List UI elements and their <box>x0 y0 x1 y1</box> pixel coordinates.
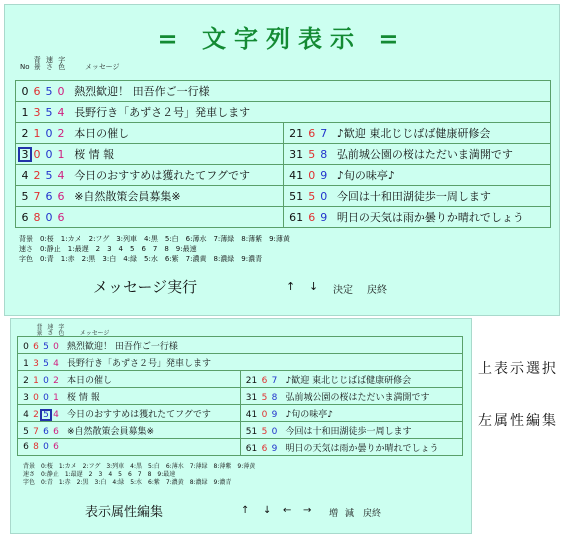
message-entry[interactable] <box>18 388 241 405</box>
speed-value[interactable]: 5 <box>45 85 53 98</box>
down-button[interactable]: ↓ <box>263 505 272 516</box>
message-entry[interactable] <box>240 371 463 388</box>
return-end-button[interactable]: 戻終 <box>367 285 387 296</box>
number[interactable]: 3 <box>19 148 31 161</box>
color-value[interactable]: 4 <box>53 409 59 420</box>
table-row[interactable] <box>18 371 463 388</box>
message-entry[interactable] <box>18 371 241 388</box>
number[interactable]: 41 <box>245 409 258 420</box>
message-entry[interactable] <box>18 405 241 422</box>
table-row[interactable] <box>16 102 551 123</box>
message-text: ※自然散策会員募集※ <box>74 190 181 203</box>
number[interactable]: 21 <box>245 375 258 386</box>
number[interactable]: 4 <box>21 169 29 182</box>
background-value[interactable]: 7 <box>33 190 41 203</box>
background-value[interactable]: 0 <box>261 409 268 420</box>
speed-value[interactable]: 9 <box>271 409 278 420</box>
left-button[interactable]: ← <box>283 505 292 516</box>
message-text: 本日の催し <box>74 127 130 140</box>
column-headers <box>20 57 120 71</box>
number[interactable]: 1 <box>21 106 29 119</box>
up-button[interactable]: ↑ <box>241 505 250 516</box>
top-display-select-label: 上表示選択 <box>478 361 558 377</box>
speed-value[interactable]: 5 <box>41 410 51 420</box>
background-value[interactable]: 1 <box>33 127 41 140</box>
background-value[interactable]: 6 <box>33 341 39 352</box>
table-row[interactable] <box>16 81 551 102</box>
background-value[interactable]: 6 <box>308 211 316 224</box>
number[interactable]: 1 <box>23 358 29 369</box>
message-text: 熱烈歓迎！ 田吾作ご一行様 <box>74 85 210 98</box>
background-value[interactable]: 5 <box>308 190 316 203</box>
edit-attributes-button[interactable]: 表示属性編集 <box>85 505 164 520</box>
message-entry[interactable] <box>16 123 284 144</box>
message-entry[interactable] <box>240 422 463 439</box>
background-value[interactable]: 0 <box>33 148 41 161</box>
message-text: ※自然散策会員募集※ <box>67 426 155 437</box>
message-display-panel <box>4 4 560 316</box>
background-value[interactable]: 2 <box>33 169 41 182</box>
message-entry[interactable] <box>283 144 551 165</box>
table-row[interactable] <box>18 337 463 354</box>
speed-value[interactable]: 5 <box>45 106 53 119</box>
number[interactable]: 5 <box>23 426 29 437</box>
message-entry[interactable] <box>18 439 241 456</box>
color-value[interactable]: 2 <box>53 375 59 386</box>
message-text: ♪旬の味亭♪ <box>336 169 395 182</box>
table-row[interactable] <box>18 422 463 439</box>
color-value[interactable]: 6 <box>53 442 59 452</box>
speed-value[interactable]: 5 <box>43 358 49 369</box>
legend-speed: 速さ 0:静止 1:最遅 2 3 4 5 6 7 8 9:最速 <box>23 471 176 478</box>
message-entry[interactable] <box>16 81 551 102</box>
message-entry[interactable] <box>18 422 241 439</box>
background-value[interactable]: 7 <box>33 426 39 437</box>
message-text: 桜 情 報 <box>67 392 100 403</box>
table-row[interactable] <box>16 165 551 186</box>
decrease-button[interactable]: 減 <box>345 509 355 519</box>
speed-value[interactable]: 8 <box>320 148 328 161</box>
table-row[interactable] <box>18 439 463 456</box>
number[interactable]: 51 <box>245 426 258 437</box>
col-msg: メッセージ <box>79 330 110 337</box>
background-value[interactable]: 5 <box>261 426 268 437</box>
message-entry[interactable] <box>283 123 551 144</box>
table-row[interactable] <box>16 144 551 165</box>
background-value[interactable]: 2 <box>33 409 39 420</box>
table-row[interactable] <box>16 123 551 144</box>
message-text: 長野行き「あずさ２号」発車します <box>74 106 251 119</box>
run-message-button[interactable]: メッセージ実行 <box>93 278 198 296</box>
message-text: 桜 情 報 <box>74 148 115 161</box>
number[interactable]: 3 <box>23 392 29 403</box>
background-value[interactable]: 3 <box>33 106 41 119</box>
col-bg: 背 景 <box>36 324 43 337</box>
color-value[interactable]: 4 <box>57 169 65 182</box>
table-row[interactable] <box>18 354 463 371</box>
number[interactable]: 21 <box>289 127 304 140</box>
background-value[interactable]: 5 <box>308 148 316 161</box>
message-entry[interactable] <box>18 354 463 371</box>
message-text: 長野行き「あずさ２号」発車します <box>67 358 212 369</box>
color-value[interactable]: 6 <box>57 190 65 203</box>
number[interactable]: 51 <box>289 190 304 203</box>
attribute-edit-panel <box>10 318 472 534</box>
number[interactable]: 0 <box>23 341 29 352</box>
confirm-button[interactable]: 決定 <box>333 285 353 296</box>
col-bg: 背 景 <box>33 56 41 71</box>
table-row[interactable] <box>16 186 551 207</box>
message-text: ♪歓迎 東北じじばば健康研修会 <box>336 127 491 140</box>
message-entry[interactable] <box>283 207 551 228</box>
col-no: No <box>20 63 30 71</box>
number[interactable]: 2 <box>23 375 29 386</box>
color-value[interactable]: 4 <box>53 358 59 369</box>
color-value[interactable]: 6 <box>53 426 59 437</box>
col-msg: メッセージ <box>84 63 120 71</box>
speed-value[interactable]: 7 <box>320 127 328 140</box>
down-button[interactable]: ↓ <box>309 280 319 293</box>
number[interactable]: 61 <box>245 443 258 454</box>
message-entry[interactable] <box>240 405 463 422</box>
number[interactable]: 4 <box>23 409 29 420</box>
speed-value[interactable]: 9 <box>271 443 278 454</box>
message-text: 今日のおすすめは獲れたてフグです <box>67 409 211 420</box>
background-value[interactable]: 6 <box>261 443 268 454</box>
message-text: 今回は十和田湖徒歩一周します <box>336 190 491 203</box>
color-value[interactable]: 6 <box>57 210 65 224</box>
up-button[interactable]: ↑ <box>286 280 296 293</box>
legend <box>23 463 255 487</box>
col-speed: 速 さ <box>47 324 54 337</box>
speed-value[interactable]: 6 <box>43 426 49 437</box>
number[interactable]: 6 <box>23 442 29 452</box>
message-text: 弘前城公園の桜はただいま満開です <box>285 392 430 403</box>
legend <box>19 234 290 264</box>
page-title: = 文字列表示 = <box>157 25 407 53</box>
color-value[interactable]: 2 <box>57 127 65 140</box>
message-entry[interactable] <box>16 102 551 123</box>
color-value[interactable]: 0 <box>53 341 59 352</box>
message-text: 熱烈歓迎！ 田吾作ご一行様 <box>67 341 178 352</box>
number[interactable]: 0 <box>21 85 29 98</box>
number[interactable]: 31 <box>289 148 304 161</box>
background-value[interactable]: 3 <box>33 358 39 369</box>
message-table <box>15 80 551 228</box>
table-row[interactable] <box>18 388 463 405</box>
background-value[interactable]: 0 <box>33 392 39 403</box>
speed-value[interactable]: 7 <box>271 375 278 386</box>
speed-value[interactable]: 0 <box>43 442 49 452</box>
background-value[interactable]: 6 <box>261 375 268 386</box>
speed-value[interactable]: 0 <box>45 127 53 140</box>
speed-value[interactable]: 6 <box>45 190 53 203</box>
background-value[interactable]: 8 <box>33 442 39 452</box>
legend-bg: 背景 0:桜 1:カメ 2:フグ 3:列車 4:黒 5:白 6:薄水 7:薄緑 8:薄紫 9:薄黄 <box>19 235 290 243</box>
speed-value[interactable]: 0 <box>271 426 278 437</box>
speed-value[interactable]: 0 <box>43 392 49 403</box>
speed-value[interactable]: 0 <box>45 148 53 161</box>
message-table <box>17 336 463 456</box>
col-color: 字 色 <box>58 56 66 71</box>
message-text: 明日の天気は雨か曇りか晴れでしょう <box>336 211 524 224</box>
left-attribute-edit-label: 左属性編集 <box>478 413 558 429</box>
increase-button[interactable]: 増 <box>329 509 339 519</box>
message-text: 明日の天気は雨か曇りか晴れでしょう <box>285 443 439 454</box>
legend-speed: 速さ 0:静止 1:最遅 2 3 4 5 6 7 8 9:最速 <box>19 245 197 253</box>
legend-color: 字色 0:青 1:赤 2:黒 3:白 4:緑 5:水 6:紫 7:濃黄 8:濃緑 9:濃青 <box>23 479 232 486</box>
background-value[interactable]: 6 <box>308 127 316 140</box>
message-text: 本日の催し <box>67 375 113 386</box>
right-button[interactable]: → <box>303 505 312 516</box>
background-value[interactable]: 6 <box>33 85 41 98</box>
number[interactable]: 6 <box>21 210 29 224</box>
background-value[interactable]: 8 <box>33 210 41 224</box>
message-entry[interactable] <box>240 388 463 405</box>
message-entry[interactable] <box>16 186 284 207</box>
message-entry[interactable] <box>283 186 551 207</box>
legend-bg: 背景 0:桜 1:カメ 2:フグ 3:列車 4:黒 5:白 6:薄水 7:薄緑 8:薄紫 9:薄黄 <box>23 463 256 470</box>
table-row[interactable] <box>16 207 551 228</box>
number[interactable]: 2 <box>21 127 29 140</box>
speed-value[interactable]: 5 <box>45 169 53 182</box>
message-text: ♪旬の味亭♪ <box>285 409 333 420</box>
speed-value[interactable]: 0 <box>45 210 53 224</box>
color-value[interactable]: 4 <box>57 106 65 119</box>
number[interactable]: 5 <box>21 190 29 203</box>
speed-value[interactable]: 5 <box>43 341 49 352</box>
background-value[interactable]: 1 <box>33 375 39 386</box>
number[interactable]: 41 <box>289 169 304 182</box>
speed-value[interactable]: 8 <box>271 392 278 403</box>
message-text: 今回は十和田湖徒歩一周します <box>285 426 412 437</box>
return-end-button[interactable]: 戻終 <box>363 509 382 519</box>
color-value[interactable]: 1 <box>53 392 59 403</box>
message-text: 弘前城公園の桜はただいま満開です <box>336 148 513 161</box>
col-speed: 速 さ <box>45 56 53 71</box>
speed-value[interactable]: 0 <box>320 190 328 203</box>
message-entry[interactable] <box>240 439 463 456</box>
message-entry[interactable] <box>16 207 284 228</box>
background-value[interactable]: 5 <box>261 392 268 403</box>
col-color: 字 色 <box>58 324 65 337</box>
speed-value[interactable]: 9 <box>320 211 328 224</box>
background-value[interactable]: 0 <box>308 169 316 182</box>
message-entry[interactable] <box>16 144 284 165</box>
message-text: ♪歓迎 東北じじばば健康研修会 <box>285 375 412 386</box>
table-row[interactable] <box>18 405 463 422</box>
message-entry[interactable] <box>18 337 463 354</box>
number[interactable]: 31 <box>245 392 258 403</box>
number[interactable]: 61 <box>289 211 304 224</box>
speed-value[interactable]: 0 <box>43 375 49 386</box>
color-value[interactable]: 0 <box>57 85 65 98</box>
message-entry[interactable] <box>16 165 284 186</box>
speed-value[interactable]: 9 <box>320 169 328 182</box>
message-text: 今日のおすすめは獲れたてフグです <box>74 169 250 182</box>
color-value[interactable]: 1 <box>57 148 65 161</box>
message-entry[interactable] <box>283 165 551 186</box>
legend-color: 字色 0:青 1:赤 2:黒 3:白 4:緑 5:水 6:紫 7:濃黄 8:濃緑 9:濃青 <box>19 255 263 263</box>
